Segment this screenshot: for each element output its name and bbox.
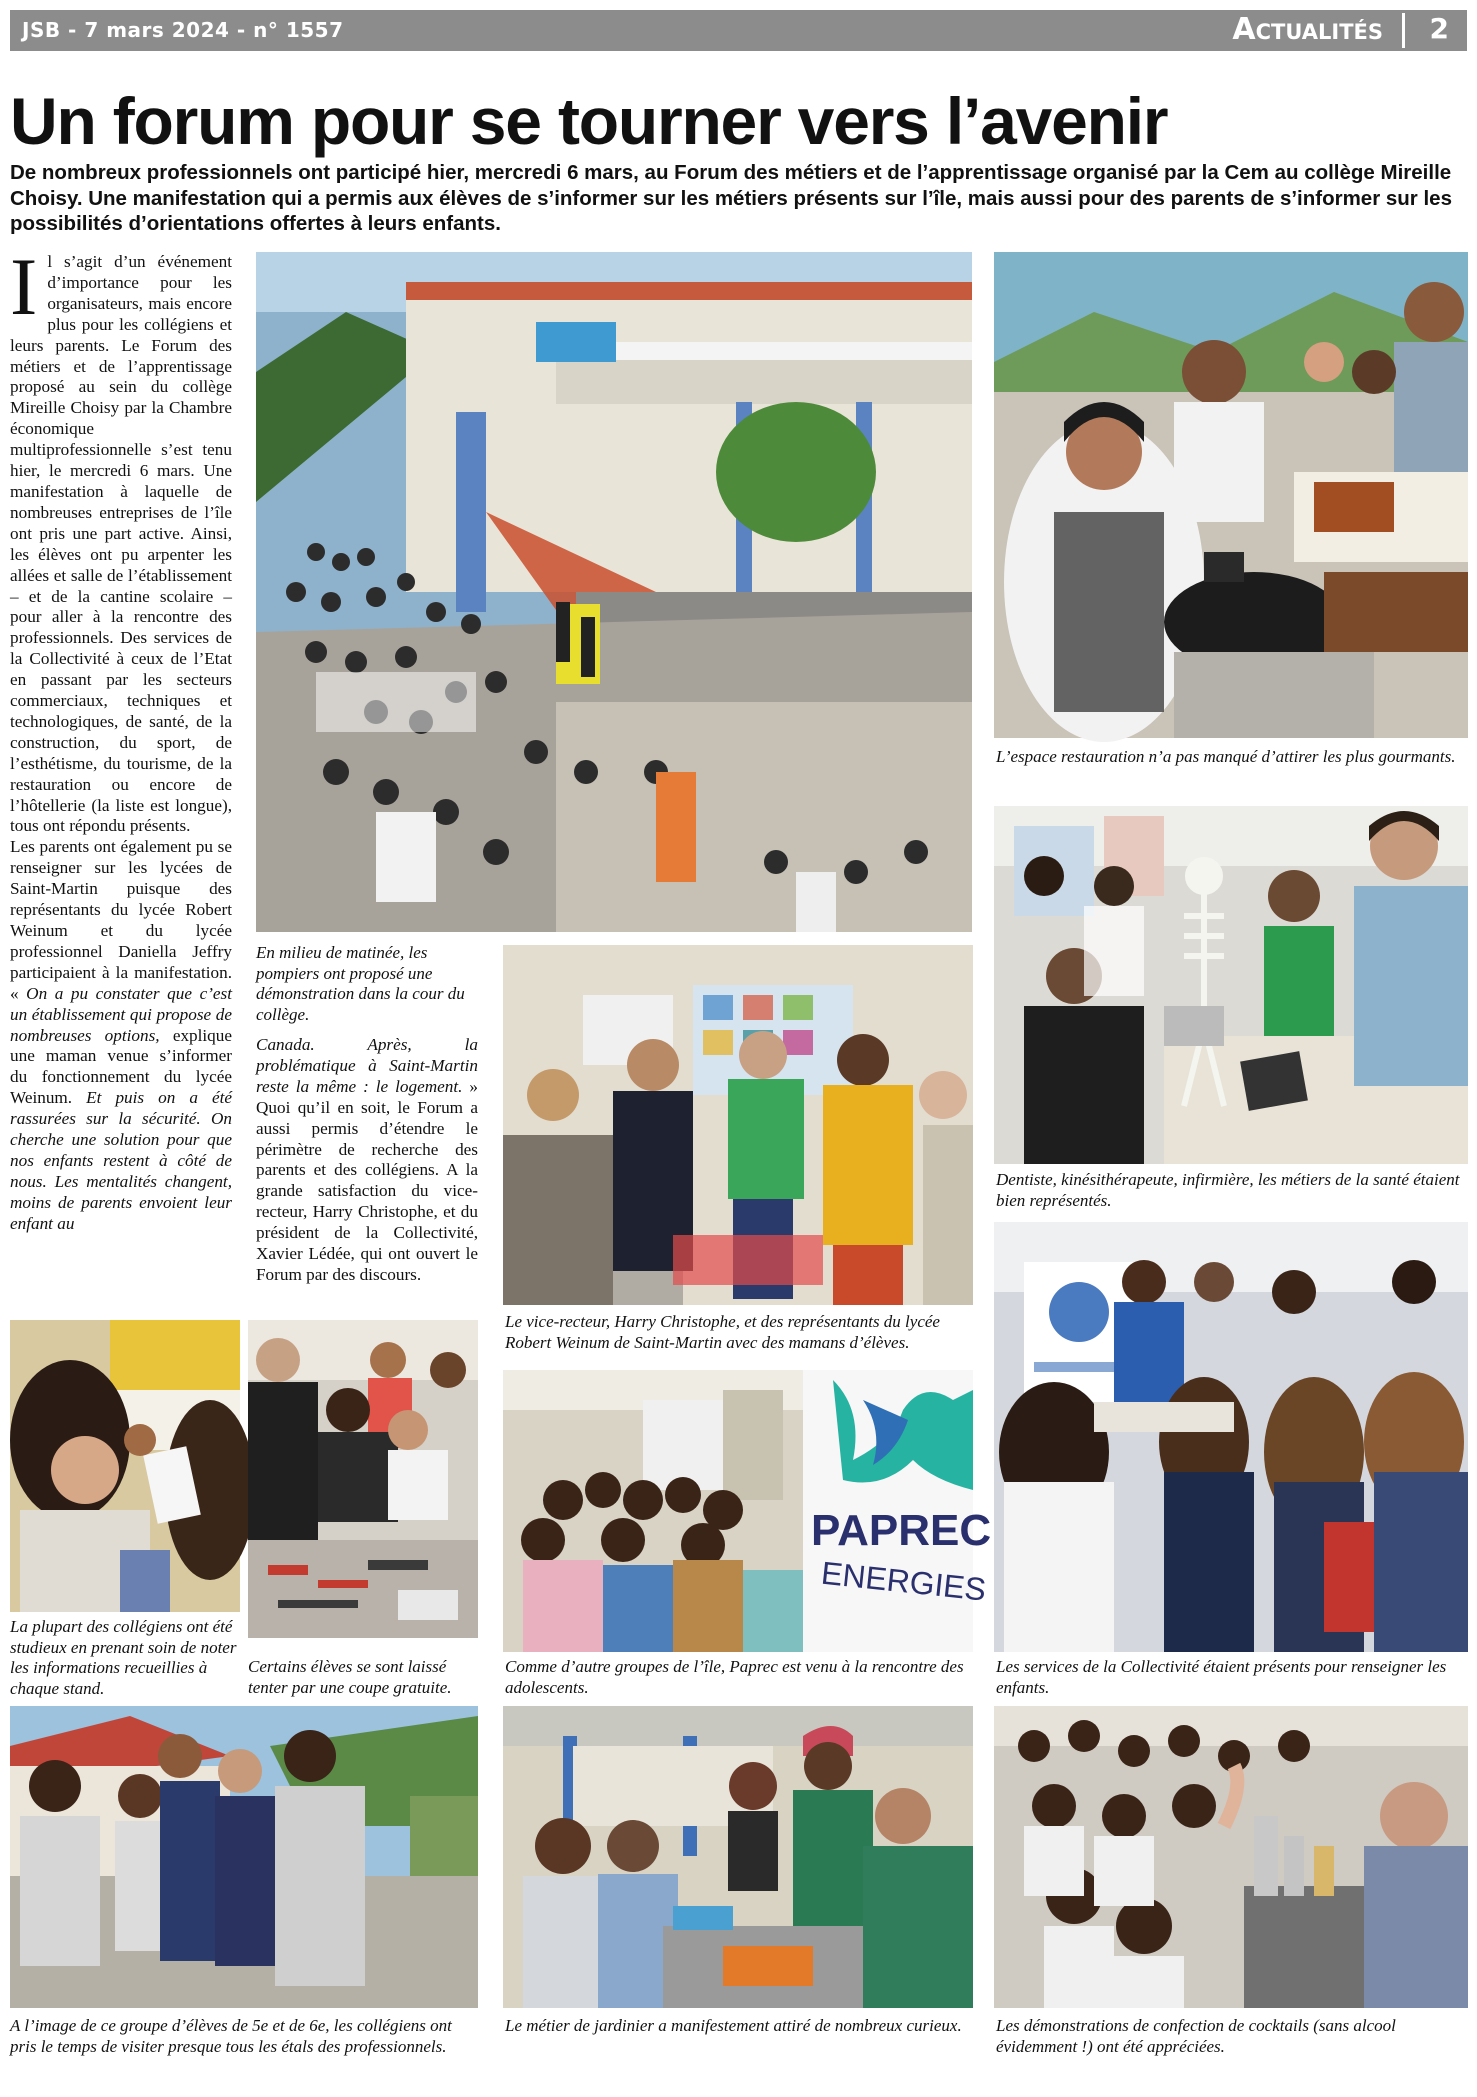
photo-metier-jardinier bbox=[503, 1706, 973, 2008]
paprec-logo-text: PAPREC bbox=[811, 1506, 992, 1555]
photo-espace-restauration bbox=[994, 252, 1468, 738]
photo-coupe-gratuite bbox=[248, 1320, 478, 1638]
photo-demonstration-cocktails bbox=[994, 1706, 1468, 2008]
photo-services-collectivite bbox=[994, 1222, 1468, 1652]
caption-pompiers: En milieu de matinée, les pompiers ont proposé une démonstration dans la cour du collège. bbox=[256, 943, 465, 1024]
article-column-1 bbox=[10, 241, 233, 1302]
article-paragraph-3: Canada. Après, la problématique à Saint-Martin reste la même : le logement. » Quoi qu’il en soit, le Forum a aussi permis d’étendre le périmètre de recherche des parents et des collégiens. A la grande satisfaction du vice-recteur, Harry Christophe, et du président de la Collectivité, Xavier Lédée, qui ont ouvert le Forum par des discours. bbox=[256, 1035, 479, 1284]
page-number: 2 bbox=[1429, 12, 1449, 45]
article-column-2 bbox=[256, 1035, 478, 1300]
paprec-logo-subtext: ENERGIES bbox=[819, 1554, 988, 1608]
article-headline: Un forum pour se tourner vers l’avenir bbox=[10, 84, 1168, 158]
issue-info: JSB - 7 mars 2024 - n° 1557 bbox=[22, 18, 344, 42]
caption-sante: Dentiste, kinésithérapeute, infirmière, les métiers de la santé étaient bien représentés. bbox=[996, 1170, 1460, 1210]
article-standfirst: De nombreux professionnels ont participé hier, mercredi 6 mars, au Forum des métiers et de l’apprentissage organisé par la Cem au collège Mireille Choisy. Une manifestation qui a permis aux élèves de s’informer sur les métiers présents sur l’île, mais aussi pour des parents de s’informer sur les possibilités d’orientations offertes à leurs enfants. bbox=[10, 161, 1452, 235]
photo-paprec-stand bbox=[503, 1370, 992, 1652]
section-name: Actualités bbox=[1232, 12, 1383, 47]
caption-collectivite: Les services de la Collectivité étaient présents pour renseigner les enfants. bbox=[996, 1657, 1447, 1697]
caption-coupe: Certains élèves se sont laissé tenter par une coupe gratuite. bbox=[248, 1657, 452, 1697]
photo-vice-recteur bbox=[503, 945, 973, 1305]
caption-paprec: Comme d’autre groupes de l’île, Paprec est venu à la rencontre des adolescents. bbox=[505, 1657, 964, 1697]
caption-studieux: La plupart des collégiens ont été studieux en prenant soin de noter les informations recueillies à chaque stand. bbox=[10, 1617, 237, 1698]
page-header-bar bbox=[10, 10, 1467, 51]
article-paragraph-1: Il s’agit d’un événement d’importance pour les organisateurs, mais encore plus pour les collégiens et leurs parents. Le Forum des métiers et de l’apprentissage proposé au sein du collège Mireille Choisy par la Chambre économique multiprofessionnelle s’est tenu hier, le mercredi 6 mars. Une manifestation à laquelle de nombreuses entreprises de l’île ont pris une part active. Ainsi, les élèves ont pu arpenter les allées et salle de l’établissement – et de la cantine scolaire – pour aller à la rencontre des professionnels. Des services de la Collectivité à ceux de l’Etat en passant par les secteurs commerciaux, techniques et technologiques, de santé, de la construction, du sport, de l’esthétisme, du tourisme, de la restauration ou encore de l’hôtellerie (la liste est longue), tous ont répondu présents. bbox=[10, 241, 232, 836]
drop-cap: I bbox=[10, 241, 38, 332]
caption-cocktails: Les démonstrations de confection de cocktails (sans alcool évidemment !) ont été appréciées. bbox=[996, 2016, 1396, 2056]
photo-groupe-eleves bbox=[10, 1706, 478, 2008]
article-paragraph-2: Les parents ont également pu se renseigner sur les lycées de Saint-Martin puisque des représentants du lycée Robert Weinum et du lycée professionnel Daniella Jeffry participaient à la manifestation. « On a pu constater que c’est un établissement qui propose de nombreuses options, explique une maman venue s’informer du fonctionnement du lycée Weinum. Et puis on a été rassurées sur la sécurité. On cherche une solution pour que nos enfants restent à côté de nous. Les mentalités changent, moins de parents envoient leur enfant au bbox=[10, 837, 233, 1233]
photo-metiers-sante bbox=[994, 806, 1468, 1164]
caption-vice-recteur: Le vice-recteur, Harry Christophe, et des représentants du lycée Robert Weinum de Saint-Martin avec des mamans d’élèves. bbox=[505, 1312, 940, 1352]
caption-jardinier: Le métier de jardinier a manifestement attiré de nombreux curieux. bbox=[505, 2016, 962, 2035]
caption-restauration: L’espace restauration n’a pas manqué d’attirer les plus gourmants. bbox=[996, 747, 1456, 766]
photo-collegiens-studieux bbox=[10, 1320, 240, 1612]
photo-pompiers-courtyard bbox=[256, 252, 972, 932]
header-divider bbox=[1402, 13, 1405, 48]
caption-groupe: A l’image de ce groupe d’élèves de 5e et de 6e, les collégiens ont pris le temps de visiter presque tous les étals des professionnels. bbox=[10, 2016, 452, 2056]
